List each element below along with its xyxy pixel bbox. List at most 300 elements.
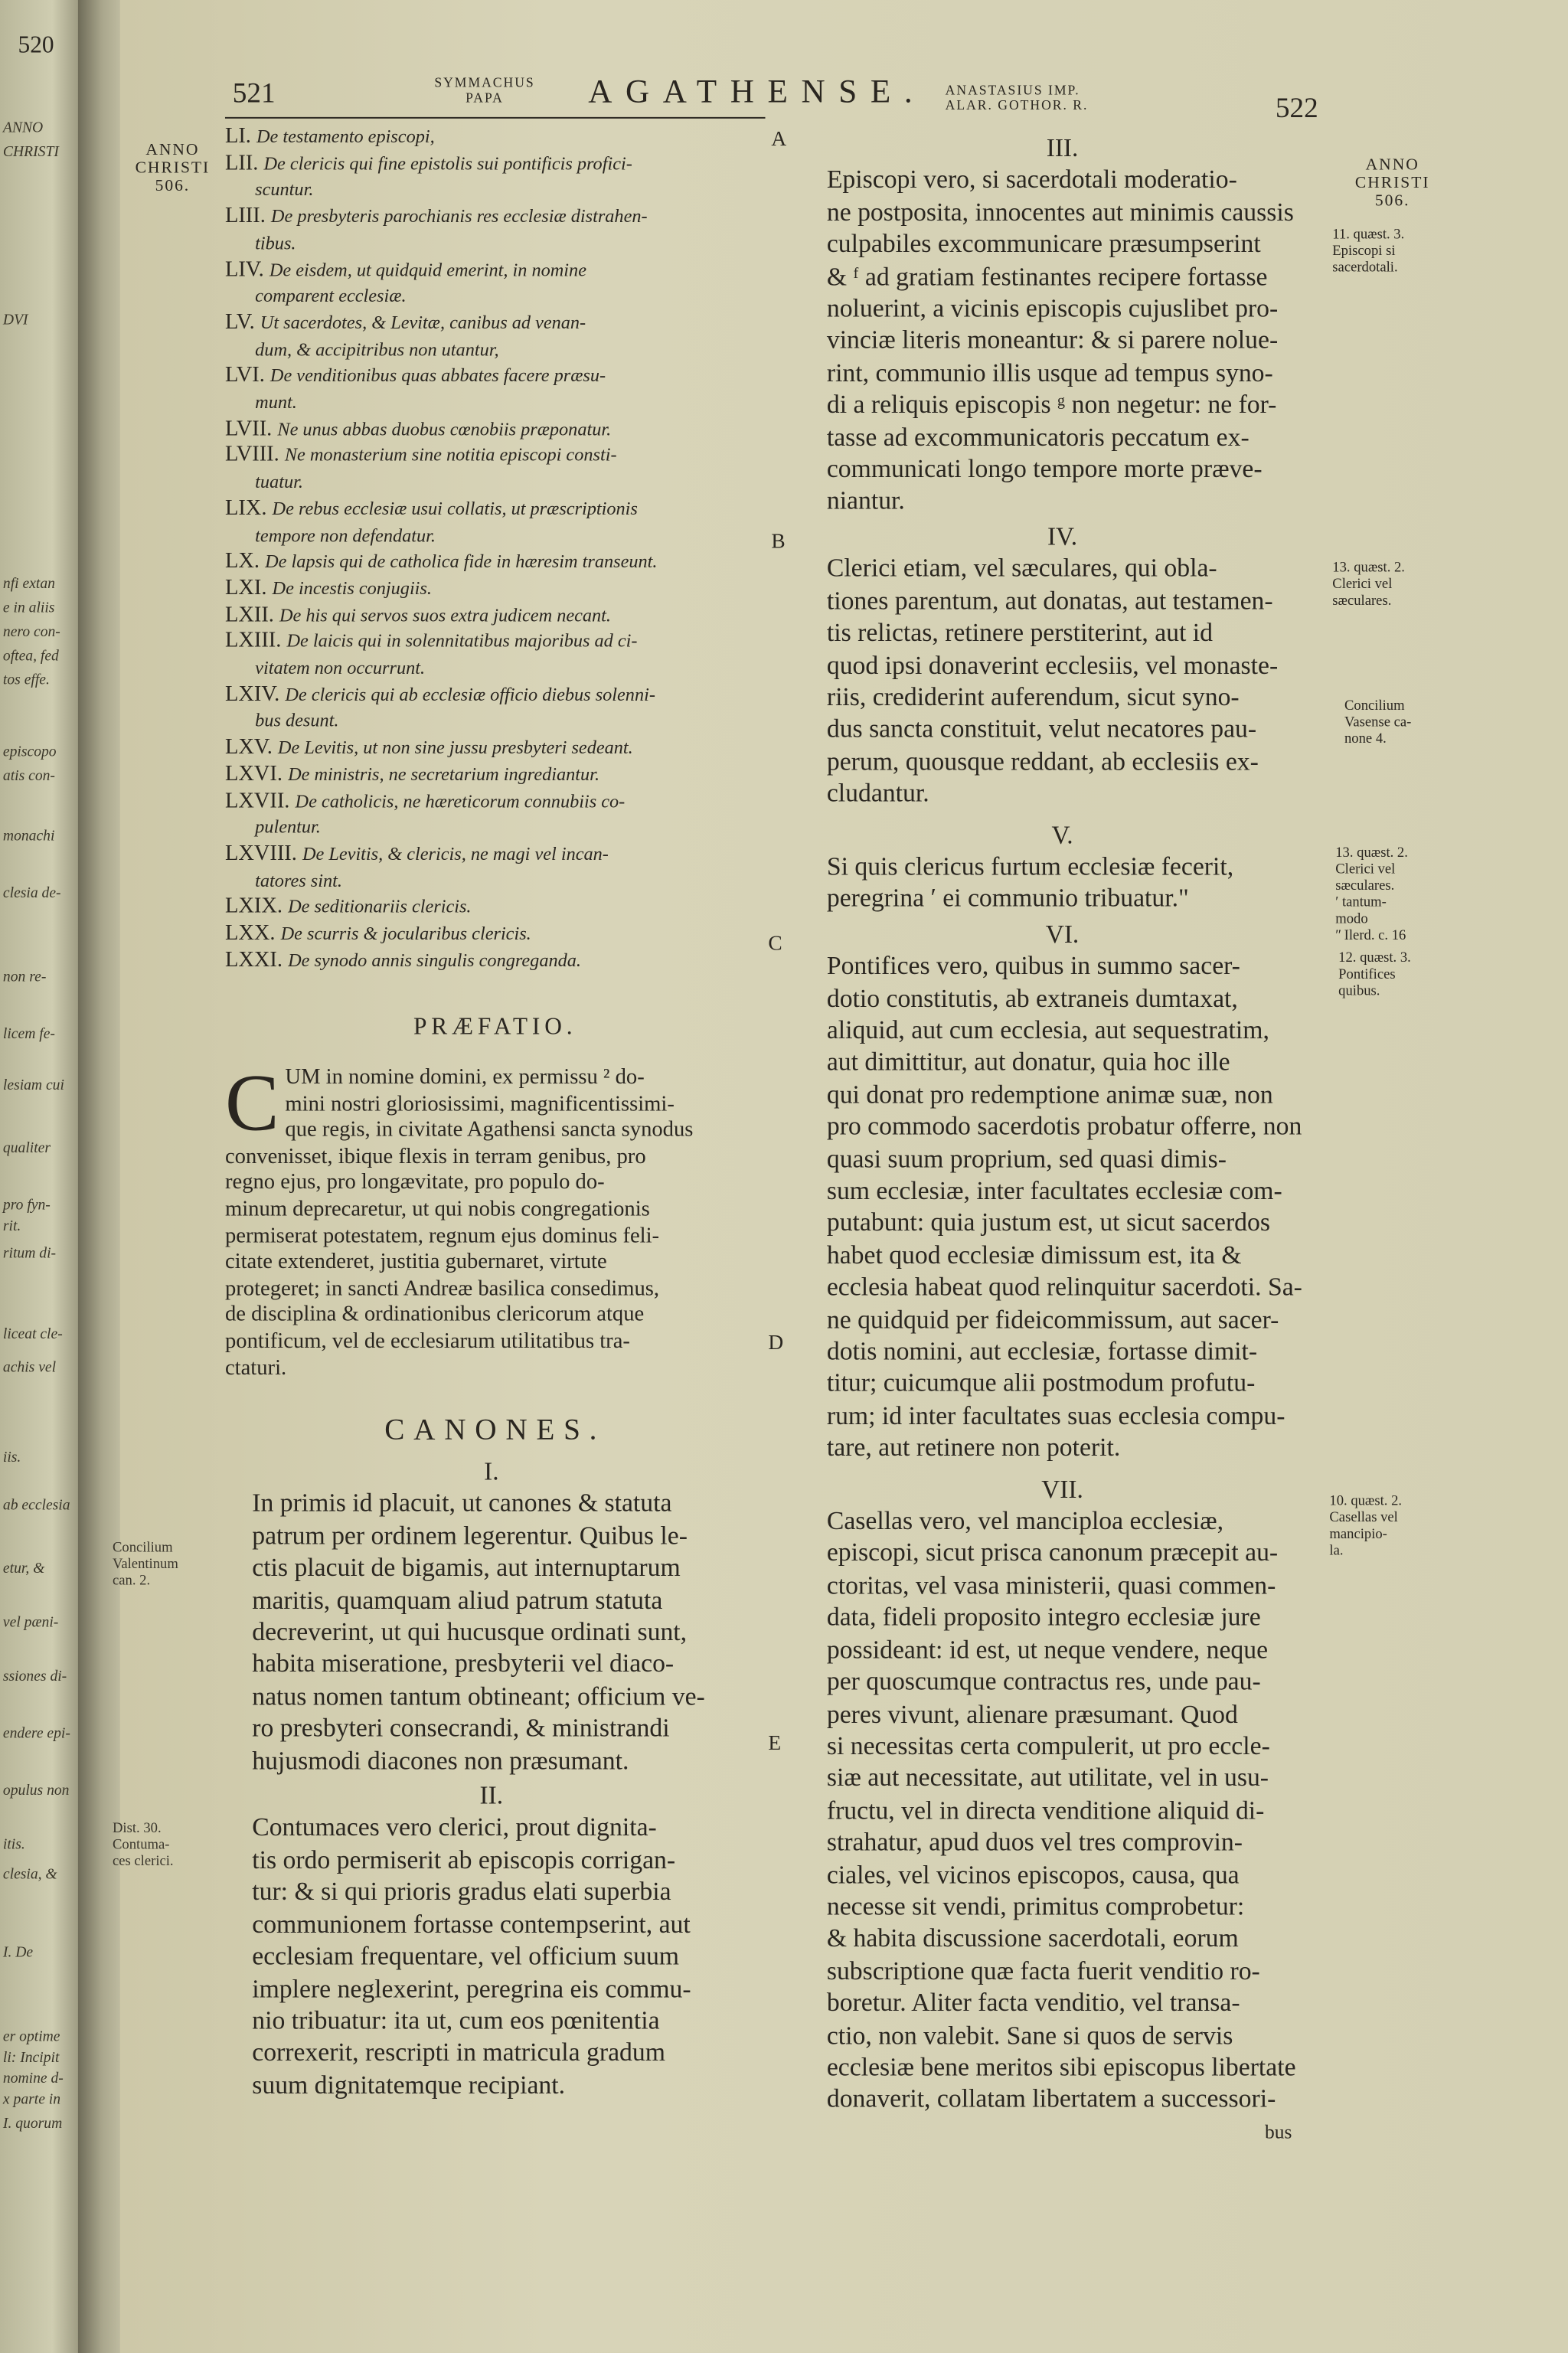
chapter-list-line: [225, 576, 766, 603]
left-page-fragment: I. quorum: [2, 2116, 63, 2132]
canon-line: titur; cuicumque alii postmodum profutu-: [826, 1369, 1256, 1398]
canon-line: necesse sit vendi, primitus comprobetur:: [826, 1892, 1245, 1921]
praefatio-line: minum deprecaretur, ut qui nobis congregationis: [224, 1197, 650, 1222]
chapter-title: De catholicis, ne hæreticorum connubiis co-: [295, 789, 626, 812]
canon-7-numeral: VII.: [1041, 1474, 1083, 1504]
chapter-number: LVI.: [224, 363, 270, 388]
chapter-title: Ne monasterium sine notitia episcopi consti-: [284, 444, 617, 466]
left-page-fragment: monachi: [2, 828, 55, 845]
chapter-list-line: [225, 736, 766, 763]
section-letter-d: D: [768, 1332, 784, 1355]
canon-line: niantur.: [826, 486, 905, 516]
margin-note-line: Concilium: [112, 1541, 173, 1557]
canon-7-text: [800, 1505, 1325, 2116]
canon-line: Clerici etiam, vel sæculares, qui obla-: [826, 554, 1217, 583]
chapter-title: De his qui servos suos extra judicem necant.: [279, 604, 612, 626]
praefatio-line: citate extenderet, justitia gubernaret, virtute: [224, 1250, 607, 1275]
chapter-number: LVII.: [224, 417, 278, 441]
canon-line: riis, crediderint auferendum, sicut syno-: [826, 682, 1240, 711]
canon-line: rint, communio illis usque ad tempus syno-: [826, 358, 1273, 387]
left-page-fragment: licem fe-: [2, 1026, 55, 1044]
canon-5-margin-note: [1335, 846, 1408, 945]
margin-note-line: 12. quæst. 3.: [1338, 951, 1411, 967]
canon-1-text: [225, 1488, 758, 1777]
chapter-number: LXI.: [224, 576, 273, 600]
left-page-fragment: tos effe.: [2, 672, 50, 689]
section-letter-c: C: [768, 933, 782, 956]
margin-note-line: la.: [1329, 1544, 1344, 1560]
chapter-list-line: [225, 603, 766, 629]
canon-line: rum; id inter facultates suas ecclesia compu-: [826, 1401, 1285, 1430]
chapter-number: LXII.: [224, 603, 280, 627]
praefatio: [225, 1015, 766, 1382]
canon-line: hujusmodi diacones non præsumant.: [252, 1746, 629, 1775]
chapter-number: LXX.: [224, 921, 281, 946]
chapter-title: De Levitis, ut non sine jussu presbyteri sedeant.: [277, 737, 633, 759]
chapter-list-item: [225, 496, 766, 549]
canon-line: tur: & si qui prioris gradus elati superbia: [252, 1877, 671, 1907]
chapter-title: De ministris, ne secretarium ingrediantur.: [288, 763, 600, 785]
praefatio-body: [224, 1057, 766, 1382]
left-page-fragment: ab ecclesia: [2, 1497, 70, 1515]
chapter-list-item: [225, 257, 766, 310]
chapter-title: tuatur.: [255, 471, 303, 493]
chapter-number: LXV.: [224, 735, 278, 760]
canon-line: per quoscumque contractus res, unde pau-: [826, 1667, 1261, 1696]
left-page-fragment: atis con-: [2, 768, 55, 785]
chapter-number: LXIII.: [224, 629, 287, 654]
margin-note-line: sæculares.: [1332, 594, 1392, 609]
margin-note-line: mancipio-: [1329, 1528, 1387, 1543]
canon-5-numeral: V.: [1051, 820, 1073, 849]
chapter-title: scuntur.: [255, 179, 314, 201]
margin-note-line: ʹ tantum-: [1335, 896, 1387, 911]
canon-line: patrum per ordinem legerentur. Quibus le-: [252, 1521, 688, 1551]
canon-4-numeral: IV.: [1047, 521, 1078, 551]
margin-note-line: Vasense ca-: [1344, 715, 1412, 731]
header-pope-line1: SYMMACHUS: [434, 74, 535, 90]
chapter-list-line: [225, 284, 766, 311]
canon-4-margin-note: [1332, 561, 1405, 611]
chapter-number: LV.: [224, 310, 260, 335]
chapter-list-line: [225, 496, 766, 523]
chapter-list-item: [225, 417, 766, 443]
left-page-fragment: nomine d-: [2, 2070, 64, 2088]
left-page-fragment: achis vel: [2, 1359, 57, 1377]
margin-note-line: ʺ Ilerd. c. 16: [1335, 929, 1406, 944]
canon-line: habita miseratione, presbyterii vel diaco-: [252, 1649, 675, 1678]
header-emperor-line1: ANASTASIUS IMP.: [945, 82, 1080, 98]
chapter-list-line: [225, 523, 766, 550]
right-page-number: 522: [1275, 93, 1318, 125]
catchword: bus: [1264, 2119, 1292, 2143]
chapter-title: De seditionariis clericis.: [288, 896, 472, 918]
margin-note-line: Concilium: [1344, 699, 1405, 714]
chapter-list-item: [225, 762, 766, 789]
canon-line: subscriptione quæ facta fuerit venditio ro-: [826, 1956, 1260, 1985]
margin-year-right-line1: ANNO: [1365, 155, 1419, 175]
canon-4-text: [800, 553, 1325, 810]
canon-line: dus sancta constituit, velut necatores pau-: [826, 714, 1257, 743]
chapter-list-line: [225, 204, 766, 231]
chapter-title: De Levitis, & clericis, ne magi vel incan-: [302, 843, 609, 864]
left-page-fragment: iis.: [2, 1449, 21, 1466]
chapter-list-line: [225, 470, 766, 497]
margin-year-right: [1348, 156, 1438, 211]
chapter-list-item: [225, 576, 766, 603]
chapter-title: tibus.: [255, 232, 296, 253]
margin-year-left: [128, 141, 218, 195]
margin-year-right-line2: CHRISTI: [1354, 174, 1430, 192]
canon-line: Pontifices vero, quibus in summo sacer-: [826, 951, 1240, 981]
chapter-title: De venditionibus quas abbates facere præsu-: [270, 364, 606, 387]
right-column: [800, 129, 1325, 2148]
canon-line: Si quis clericus furtum ecclesiæ fecerit,: [826, 852, 1234, 881]
margin-note-line: sæculares.: [1335, 879, 1395, 895]
canon-line: culpabiles excommunicare præsumpserint: [826, 230, 1261, 259]
canon-line: donaverit, collatam libertatem a successori-: [826, 2084, 1276, 2114]
chapter-list-item: [225, 948, 766, 975]
chapter-number: LII.: [224, 151, 264, 175]
chapter-list-line: [225, 417, 766, 443]
chapter-number: LIX.: [224, 496, 273, 521]
canon-line: sum ecclesiæ, inter facultates ecclesiæ com-: [826, 1176, 1282, 1205]
canon-line: implere neglexerint, peregrina eis commu-: [252, 1974, 691, 2003]
praefatio-line: que regis, in civitate Agathensi sancta synodus: [285, 1118, 694, 1142]
canon-line: possideant: id est, ut neque vendere, neque: [826, 1635, 1269, 1664]
chapter-list-item: [225, 629, 766, 682]
canon-line: dotio constitutis, ab extraneis dumtaxat,: [826, 983, 1238, 1013]
canon-line: communionem fortasse contempserint, aut: [252, 1910, 691, 1939]
canon-2-numeral: II.: [479, 1781, 504, 1810]
left-page-fragment: itis.: [2, 1836, 25, 1854]
left-page-fragment: liceat cle-: [2, 1326, 63, 1344]
chapter-list-item: [225, 443, 766, 496]
canon-line: ne postposita, innocentes aut minimis caussis: [826, 198, 1294, 227]
canon-line: putabunt: quia justum est, ut sicut sacerdos: [826, 1208, 1270, 1237]
left-page-fragment: x parte in: [2, 2091, 61, 2109]
chapter-list-line: [225, 337, 766, 364]
chapter-list-line: [225, 391, 766, 417]
canon-line: siæ aut necessitate, aut utilitate, vel in usu-: [826, 1763, 1269, 1793]
praefatio-line: regno ejus, pro longævitate, pro populo do-: [224, 1171, 605, 1195]
canon-1-numeral: I.: [484, 1456, 499, 1486]
canon-line: tasse ad excommunicatoris peccatum ex-: [826, 422, 1250, 452]
canon-line: quod ipsi donaverint ecclesiis, vel monaste-: [826, 650, 1279, 679]
left-page-fragment: opulus non: [2, 1783, 70, 1799]
canon-line: strahatur, apud duos vel tres comprovin-: [826, 1828, 1243, 1857]
canon-line: quasi suum proprium, sed quasi dimis-: [826, 1144, 1227, 1173]
chapter-list-item: [225, 682, 766, 735]
chapter-list-line: [225, 443, 766, 470]
chapter-list-line: [225, 629, 766, 656]
canon-line: boretur. Aliter facta venditio, vel transa-: [826, 1989, 1240, 2018]
section-letter-b: B: [771, 531, 786, 554]
canon-line: cludantur.: [826, 779, 929, 808]
canon-line: noluerint, a vicinis episcopis cujuslibet pro-: [826, 294, 1279, 323]
margin-note-line: quibus.: [1338, 984, 1380, 1000]
canon-line: perum, quousque reddant, ab ecclesiis ex-: [826, 747, 1259, 776]
canon-2-text: [225, 1812, 758, 2101]
header-emperor-line2: ALAR. GOTHOR. R.: [945, 97, 1089, 113]
chapter-title: vitatem non occurrunt.: [255, 657, 426, 678]
canon-line: ctoritas, vel vasa ministerii, quasi commen-: [826, 1570, 1276, 1600]
canon-3-text: [800, 164, 1325, 517]
chapter-list-item: [225, 550, 766, 577]
chapter-list-line: [225, 178, 766, 204]
left-page-fragment: endere epi-: [2, 1725, 70, 1743]
left-page-fragment: clesia, &: [2, 1867, 57, 1884]
chapter-list-item: [225, 736, 766, 763]
chapter-title: De testamento episcopi,: [256, 126, 435, 148]
chapter-list-line: [225, 311, 766, 338]
canon-line: ecclesiæ bene meritos sibi episcopus libertate: [826, 2052, 1296, 2082]
margin-note-line: Dist. 30.: [112, 1822, 162, 1837]
section-letter-e: E: [768, 1733, 782, 1756]
chapter-list-item: [225, 789, 766, 842]
praefatio-line: UM in nomine domini, ex permissu ² do-: [285, 1065, 645, 1090]
left-page-fragment: DVI: [2, 312, 28, 329]
chapter-list-item: [225, 603, 766, 629]
chapter-number: LXIX.: [224, 894, 289, 920]
canon-5-text: [800, 851, 1325, 915]
chapter-list-line: [225, 550, 766, 577]
margin-note-line: Clerici vel: [1335, 862, 1396, 878]
canon-line: correxerit, rescripti in matricula gradum: [252, 2038, 665, 2067]
canon-line: tare, aut retinere non poterit.: [826, 1433, 1121, 1462]
chapter-list-line: [225, 922, 766, 949]
chapter-list-item: [225, 151, 766, 204]
canon-line: decreverint, ut qui hucusque ordinati sunt,: [252, 1617, 688, 1646]
left-page-fragment: rit.: [2, 1218, 21, 1235]
canon-line: ne quidquid per fideicommissum, aut sacer-: [826, 1305, 1279, 1334]
chapter-title: De rebus ecclesiæ usui collatis, ut præscriptionis: [272, 498, 638, 519]
chapter-title: De scurris & jocularibus clericis.: [280, 923, 531, 944]
canon-6-numeral: VI.: [1045, 919, 1080, 949]
chapter-title: munt.: [255, 391, 297, 413]
chapter-number: LIV.: [224, 257, 270, 282]
chapter-title: tempore non defendatur.: [255, 525, 436, 546]
chapter-number: LXXI.: [224, 948, 289, 972]
chapter-title: De clericis qui fine epistolis sui pontificis profici-: [263, 152, 632, 174]
margin-note-line: Pontifices: [1338, 968, 1396, 983]
left-page-fragment: clesia de-: [2, 885, 61, 902]
canon-line: nio tribuatur: ita ut, cum eos pœnitentia: [252, 2006, 660, 2035]
chapter-number: LI.: [224, 124, 257, 149]
canon-line: data, fideli proposito integro ecclesiæ jure: [826, 1603, 1261, 1632]
canones-title: CANONES.: [384, 1413, 606, 1447]
margin-note-line: Clerici vel: [1332, 577, 1393, 593]
chapter-number: LXIV.: [224, 682, 286, 707]
chapter-title: Ne unus abbas duobus cœnobiis præponatur.: [277, 418, 612, 440]
left-page-fragment: non re-: [2, 969, 47, 986]
chapter-list-item: [225, 922, 766, 949]
canon-line: aliquid, aut cum ecclesia, aut sequestratim,: [826, 1015, 1269, 1044]
praefatio-line: mini nostri gloriosissimi, magnificentissimi-: [285, 1091, 675, 1116]
left-column: [225, 1453, 758, 2101]
chapter-list-line: [225, 230, 766, 257]
canon-line: ecclesiam frequentare, vel officium suum: [252, 1942, 679, 1971]
canon-line: habet quod ecclesiæ dimissum est, ita &: [826, 1240, 1242, 1270]
chapter-list-line: [225, 682, 766, 709]
canon-line: ecclesia habeat quod relinquitur sacerdoti. Sa-: [826, 1273, 1302, 1302]
chapter-list-line: [225, 868, 766, 895]
margin-year-left-line1: ANNO: [145, 141, 200, 159]
margin-note-line: sacerdotali.: [1332, 261, 1398, 276]
canon-line: ctis placuit de bigamis, aut internuptarum: [252, 1553, 681, 1583]
left-page-fragment: e in aliis: [2, 600, 55, 617]
chapter-title: dum, & accipitribus non utantur,: [255, 338, 499, 360]
praefatio-line: convenisset, ibique flexis in terram genibus, pro: [224, 1144, 646, 1169]
chapter-list-line: [225, 762, 766, 789]
left-page-fragment: pro fyn-: [2, 1197, 51, 1214]
left-page-fragment: episcopo: [2, 744, 57, 761]
left-page-fragment: lesiam cui: [2, 1077, 64, 1094]
section-letter-a: A: [771, 129, 787, 152]
canon-line: ctio, non valebit. Sane si quos de servis: [826, 2021, 1233, 2050]
left-page-fragment: ritum di-: [2, 1245, 57, 1263]
canon-line: si necessitas certa compulerit, ut pro eccle-: [826, 1731, 1270, 1760]
praefatio-line: de disciplina & ordinationibus clericorum atque: [224, 1302, 645, 1328]
header-pope-line2: PAPA: [466, 90, 504, 106]
canon-6-text: [800, 950, 1325, 1464]
chapter-title: De synodo annis singulis congreganda.: [288, 949, 581, 971]
chapter-list-item: [225, 895, 766, 922]
left-page-fragment: qualiter: [2, 1140, 51, 1158]
canon-7-margin-note: [1329, 1495, 1402, 1560]
margin-year-left-line2: CHRISTI: [135, 159, 211, 178]
left-page-fragment: er optime: [2, 2028, 60, 2046]
canon-line: di a reliquis episcopis ᵍ non negetur: ne for-: [826, 391, 1277, 420]
chapter-title: De laicis qui in solennitatibus majoribus ad ci-: [286, 630, 638, 652]
header-title: AGATHENSE.: [588, 72, 926, 110]
left-page-edge: [0, 0, 87, 2353]
chapter-title: bus desunt.: [255, 710, 339, 732]
canon-line: peregrina ʹ ei communio tribuatur.": [826, 884, 1189, 913]
chapter-number: LXVIII.: [224, 842, 302, 866]
canon-line: In primis id placuit, ut canones & statuta: [252, 1489, 672, 1518]
margin-year-left-line3: 506.: [155, 177, 191, 195]
left-page-fragment: li: Incipit: [2, 2050, 60, 2067]
chapter-list-line: [225, 709, 766, 736]
canon-line: Casellas vero, vel manciploa ecclesiæ,: [826, 1506, 1224, 1536]
chapter-title: Ut sacerdotes, & Levitæ, canibus ad venan-: [260, 312, 586, 333]
canon-line: maritis, quamquam aliud patrum statuta: [252, 1585, 663, 1615]
praefatio-line: protegeret; in sancti Andreæ basilica consedimus,: [224, 1276, 660, 1301]
canon-line: & ᶠ ad gratiam festinantes recipere fortasse: [826, 262, 1268, 291]
margin-note-line: 11. quæst. 3.: [1332, 227, 1405, 243]
canon-line: natus nomen tantum obtineant; officium ve-: [252, 1681, 705, 1711]
margin-note-line: 10. quæst. 2.: [1329, 1494, 1403, 1510]
chapter-list-line: [225, 895, 766, 922]
margin-note-line: 13. quæst. 2.: [1332, 560, 1405, 577]
header-pope: [417, 75, 552, 105]
margin-note-line: Valentinum: [112, 1557, 178, 1573]
margin-note-line: can. 2.: [112, 1574, 151, 1590]
left-page-fragment: oftea, fed: [2, 648, 59, 665]
margin-note-line: Contuma-: [112, 1838, 170, 1854]
canon-line: tiones parentum, aut donatas, aut testamen-: [826, 586, 1273, 615]
chapter-number: LXVI.: [224, 762, 289, 786]
left-page-fragment: nero con-: [2, 624, 60, 641]
canon-line: suum dignitatemque recipiant.: [252, 2070, 566, 2100]
praefatio-title: PRÆFATIO.: [413, 1014, 577, 1041]
chapter-title: De presbyteris parochianis res ecclesiæ distrahen-: [270, 205, 648, 227]
chapter-number: LIII.: [224, 204, 271, 229]
canon-line: ro presbyteri consecrandi, & ministrandi: [252, 1714, 670, 1743]
left-page-fragment: I. De: [2, 1944, 34, 1962]
canon-line: fructu, vel in directa venditione aliquid di-: [826, 1796, 1265, 1825]
praefatio-line: permiserat potestatem, regnum ejus dominus feli-: [224, 1224, 660, 1248]
chapter-list-item: [225, 311, 766, 364]
chapter-list-line: [225, 364, 766, 391]
chapter-list-item: [225, 364, 766, 417]
canon-line: tis ordo permiserit ab episcopis corrigan-: [252, 1845, 676, 1874]
canon-3-margin-note: [1332, 228, 1404, 278]
canon-line: vinciæ literis moneantur: & si parere nolue-: [826, 326, 1279, 355]
canon-line: qui donat pro redemptione animæ suæ, non: [826, 1080, 1273, 1109]
margin-note-line: 13. quæst. 2.: [1335, 846, 1408, 861]
chapter-title: comparent ecclesiæ.: [255, 285, 407, 307]
margin-note-line: none 4.: [1344, 732, 1387, 747]
chapter-list-line: [225, 842, 766, 868]
margin-note-line: modo: [1335, 912, 1368, 928]
chapter-list-line: [225, 789, 766, 815]
left-page-fragment: ssiones di-: [2, 1668, 67, 1685]
canon-line: & habita discussione sacerdotali, eorum: [826, 1924, 1239, 1953]
chapter-list-item: [225, 125, 766, 152]
margin-note-line: Casellas vel: [1329, 1511, 1398, 1527]
left-page-number-520: 520: [18, 33, 54, 59]
canon-6-margin-note: [1338, 952, 1411, 1002]
chapter-title: De lapsis qui de catholica fide in hæresim transeunt.: [265, 551, 658, 573]
margin-note-line: ces clerici.: [112, 1855, 174, 1870]
header-emperor: [946, 83, 1186, 113]
left-page-fragment: nfi extan: [2, 576, 55, 593]
canon-line: dotis nomini, aut ecclesiæ, fortasse dimit-: [826, 1337, 1258, 1366]
chapter-title: De eisdem, ut quidquid emerint, in nomine: [269, 259, 586, 280]
canon-line: episcopi, sicut prisca canonum præcepit au-: [826, 1538, 1279, 1567]
left-page-fragment: vel pæni-: [2, 1614, 59, 1632]
chapter-number: LXVII.: [224, 789, 296, 813]
praefatio-line: ctaturi.: [224, 1355, 287, 1381]
chapter-list-line: [225, 125, 766, 152]
canon-line: tis relictas, retinere perstiterint, aut id: [826, 618, 1214, 647]
chapter-list-line: [225, 151, 766, 178]
canon-line: peres vivunt, alienare præsumant. Quod: [826, 1699, 1238, 1728]
chapter-list-line: [225, 656, 766, 683]
margin-year-right-line3: 506.: [1374, 191, 1410, 211]
canon-line: Contumaces vero clerici, prout dignita-: [252, 1813, 657, 1842]
canon-line: ciales, vel vicinos episcopos, causa, qua: [826, 1860, 1240, 1889]
praefatio-dropcap: C: [224, 1057, 279, 1149]
left-page-number: 521: [232, 77, 276, 110]
margin-note-line: Episcopi si: [1332, 244, 1396, 260]
praefatio-line: pontificum, vel de ecclesiarum utilitatibus tra-: [224, 1329, 630, 1354]
chapter-list-line: [225, 815, 766, 842]
left-page-fragment: etur, &: [2, 1560, 45, 1577]
chapter-title: tatores sint.: [255, 870, 342, 891]
chapter-list: [225, 125, 766, 975]
canon-1-margin-note: [113, 1541, 178, 1591]
left-page-fragment: CHRISTI: [2, 144, 59, 161]
canon-line: aut dimittitur, aut donatur, quia hoc ille: [826, 1047, 1230, 1077]
left-page-fragment: ANNO: [2, 119, 44, 137]
chapter-number: LVIII.: [224, 443, 285, 468]
chapter-number: LX.: [224, 549, 266, 574]
canon-4-margin-note-2: [1344, 699, 1411, 749]
canon-2-margin-note: [113, 1822, 174, 1871]
